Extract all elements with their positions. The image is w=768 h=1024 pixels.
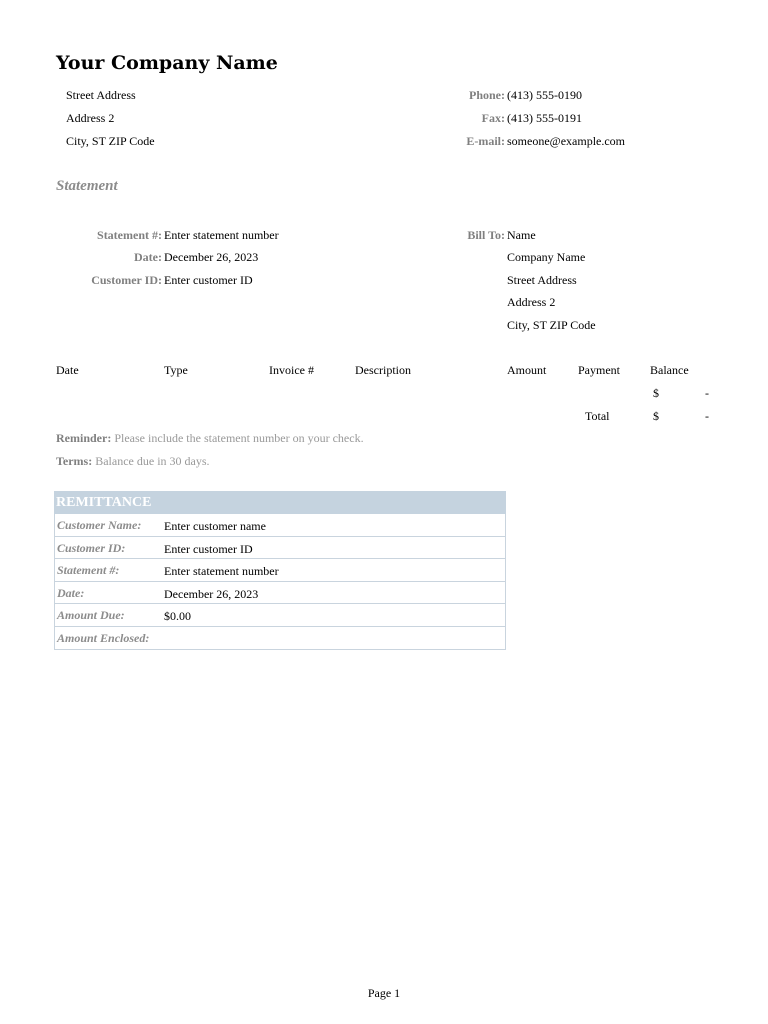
statement-date-label: Date: (134, 250, 162, 264)
remittance-value: Enter statement number (164, 564, 279, 579)
bill-to-address2: Address 2 (507, 295, 556, 309)
statement-number-label: Statement #: (97, 228, 162, 242)
remittance-label: Amount Due: (57, 608, 125, 623)
remittance-value: Enter customer ID (164, 541, 253, 556)
fax-value: (413) 555-0191 (507, 111, 582, 125)
page-number: Page 1 (367, 986, 401, 1000)
terms-note (56, 454, 210, 469)
terms-text: Balance due in 30 days. (95, 454, 210, 468)
bill-to-street: Street Address (507, 273, 577, 287)
remittance-label: Statement #: (57, 563, 120, 578)
bill-to-label: Bill To: (467, 228, 505, 242)
phone-value: (413) 555-0190 (507, 88, 582, 102)
total-label: Total (585, 409, 610, 423)
row-balance-value: - (705, 386, 709, 400)
row-balance-currency: $ (653, 386, 659, 400)
reminder-label: Reminder: (56, 431, 112, 445)
email-value: someone@example.com (507, 134, 626, 148)
company-name: Your Company Name (56, 52, 278, 74)
customer-id-label: Customer ID: (91, 273, 162, 287)
bill-to-name: Name (507, 228, 536, 242)
remittance-row-amount-due (54, 604, 506, 627)
col-header-invoice: Invoice # (269, 363, 314, 377)
company-city: City, ST ZIP Code (66, 134, 155, 148)
remittance-value: $0.00 (164, 609, 191, 624)
remittance-label: Customer ID: (57, 540, 126, 555)
remittance-label: Customer Name: (57, 518, 142, 532)
col-header-balance: Balance (650, 363, 689, 377)
email-label: E-mail: (466, 134, 505, 148)
fax-label: Fax: (481, 111, 505, 125)
remittance-row-amount-enclosed (54, 627, 506, 650)
remittance-row-statement-number (54, 559, 506, 582)
company-street: Street Address (66, 88, 136, 102)
col-header-type: Type (164, 363, 188, 377)
terms-label: Terms: (56, 454, 93, 468)
customer-id-value: Enter customer ID (164, 273, 253, 287)
col-header-date: Date (56, 363, 79, 377)
remittance-value: Enter customer name (164, 519, 266, 533)
statement-title: Statement (56, 178, 118, 194)
remittance-row-customer-id (54, 537, 506, 560)
reminder-text: Please include the statement number on your check. (114, 431, 364, 445)
remittance-label: Date: (57, 585, 85, 600)
reminder-note (56, 431, 364, 446)
remittance-row-date (54, 582, 506, 605)
total-value: - (705, 409, 709, 423)
remittance-row-customer-name (54, 514, 506, 537)
statement-number-value: Enter statement number (164, 228, 279, 242)
bill-to-city: City, ST ZIP Code (507, 318, 596, 332)
phone-label: Phone: (469, 88, 505, 102)
bill-to-company: Company Name (507, 250, 586, 264)
remittance-table (54, 491, 506, 650)
remittance-value: December 26, 2023 (164, 586, 259, 601)
col-header-description: Description (355, 363, 411, 377)
remittance-label: Amount Enclosed: (57, 630, 150, 645)
total-currency: $ (653, 409, 659, 423)
remittance-title: REMITTANCE (54, 491, 506, 514)
col-header-payment: Payment (578, 363, 620, 377)
col-header-amount: Amount (507, 363, 547, 377)
statement-date-value: December 26, 2023 (164, 250, 259, 264)
company-address2: Address 2 (66, 111, 115, 125)
